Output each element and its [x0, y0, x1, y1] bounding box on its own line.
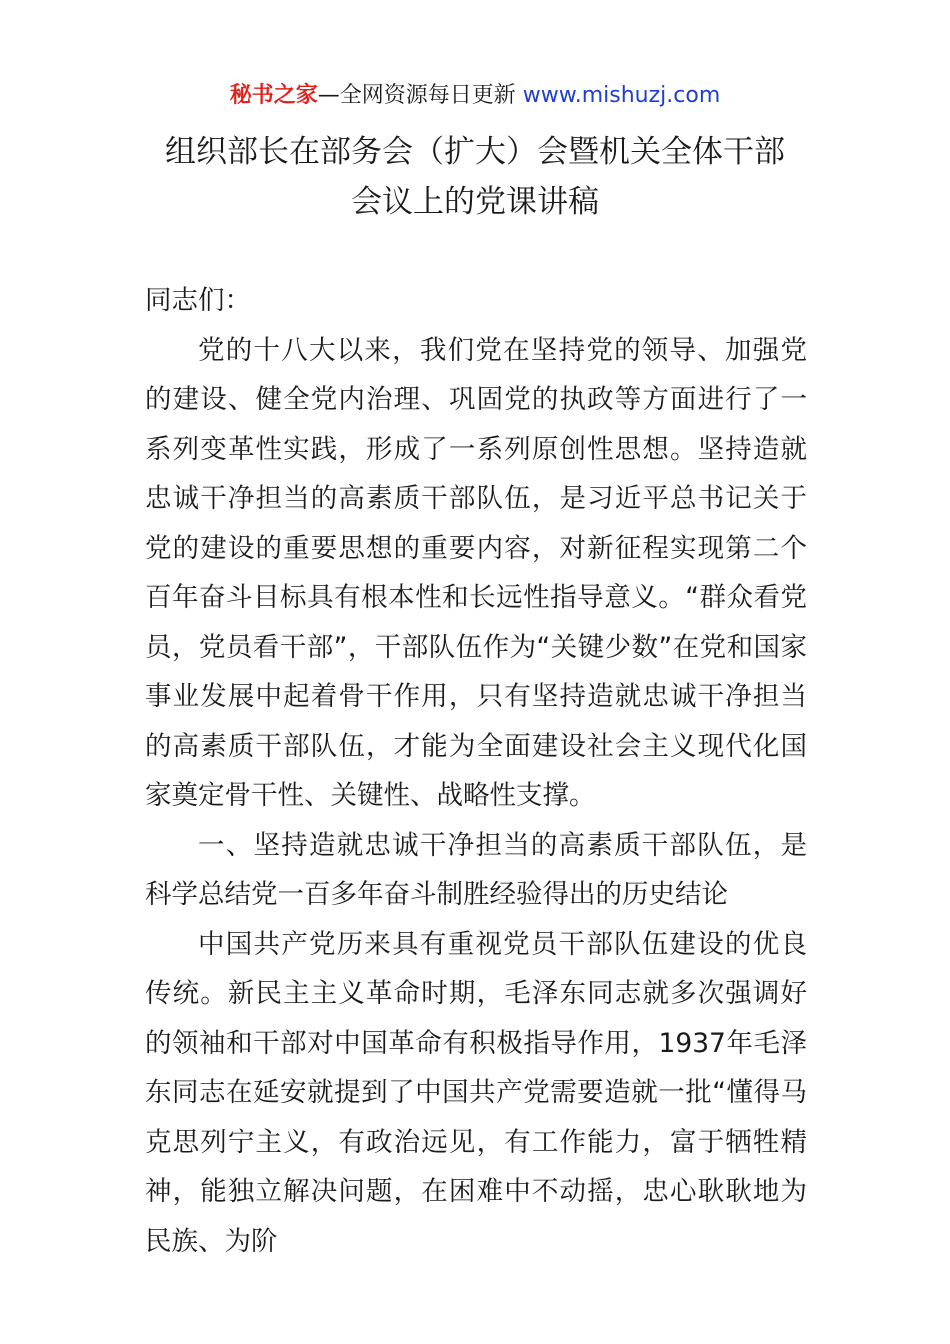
paragraph-intro: 党的十八大以来，我们党在坚持党的领导、加强党的建设、健全党内治理、巩固党的执政等方面进行了一系列变革性实践，形成了一系列原创性思想。坚持造就忠诚干净担当的高素质干部队伍，是习近平总书记关于党的建设的重要思想的重要内容，对新征程实现第二个百年奋斗目标具有根本性和长远性指导意义。“群众看党员，党员看干部”，干部队伍作为“关键少数”在党和国家事业发展中起着骨干作用，只有坚持造就忠诚干净担当的高素质干部队伍，才能为全面建设社会主义现代化国家奠定骨干性、关键性、战略性支撑。 [145, 334, 807, 811]
title-line-1: 组织部长在部务会（扩大）会暨机关全体干部 [165, 134, 785, 170]
site-brand: 秘书之家 [229, 83, 318, 108]
document-body [145, 276, 807, 1266]
site-header [0, 80, 950, 112]
salutation: 同志们： [145, 285, 251, 316]
paragraph-history: 中国共产党历来具有重视党员干部队伍建设的优良传统。新民主主义革命时期，毛泽东同志就多次强调好的领袖和干部对中国革命有积极指导作用，1937年毛泽东同志在延安就提到了中国共产党需要造就一批“懂得马克思列宁主义，有政治远见，有工作能力，富于牺牲精神，能独立解决问题，在困难中不动摇，忠心耿耿地为民族、为阶 [145, 928, 807, 1257]
site-url-link[interactable]: www.mishuzj.com [522, 83, 721, 108]
site-tagline: —全网资源每日更新 [317, 83, 523, 108]
document-title [0, 127, 950, 227]
title-line-2: 会议上的党课讲稿 [351, 184, 599, 220]
section-heading-1: 一、坚持造就忠诚干净担当的高素质干部队伍，是科学总结党一百多年奋斗制胜经验得出的历史结论 [145, 829, 807, 910]
